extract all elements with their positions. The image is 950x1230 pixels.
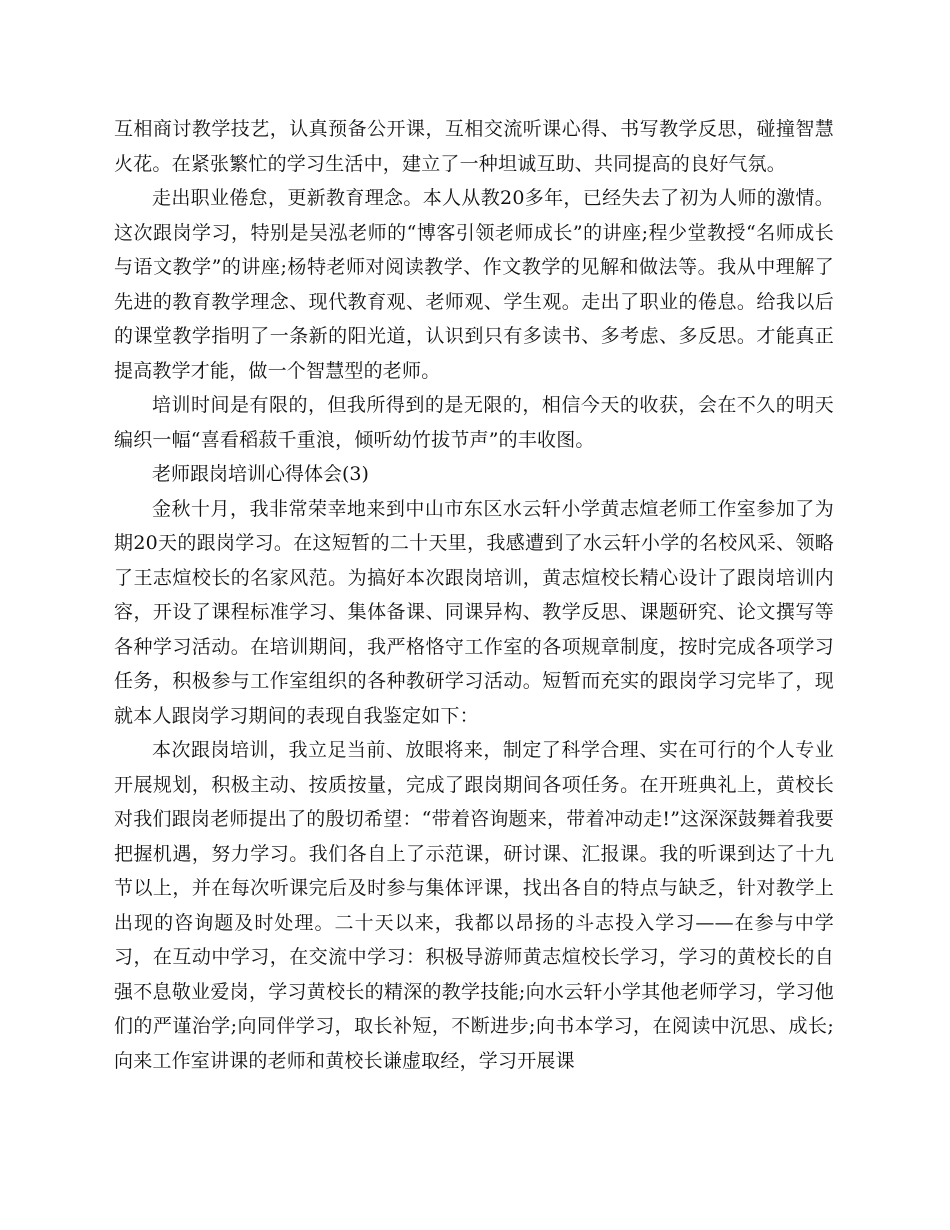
paragraph-teaching-philosophy: 走出职业倦怠，更新教育理念。本人从教20多年，已经失去了初为人师的激情。这次跟岗学习，特别是吴泓老师的“博客引领老师成长”的讲座;程少堂教授“名师成长与语文教学”的讲座;杨特老师对阅读教学、作文教学的见解和做法等。我从中理解了先进的教育教学理念、现代教育观、老师观、学生观。走出了职业的倦息。给我以后的课堂教学指明了一条新的阳光道，认识到只有多读书、多考虑、多反思。才能真正提高教学才能，做一个智慧型的老师。: [114, 187, 834, 382]
paragraph-training-harvest: 培训时间是有限的，但我所得到的是无限的，相信今天的收获，会在不久的明天编织一幅“喜看稻菽千重浪，倾听幼竹拔节声”的丰收图。: [114, 394, 834, 451]
paragraph-continuation: 互相商讨教学技艺，认真预备公开课，互相交流听课心得、书写教学反思，碰撞智慧火花。在紧张繁忙的学习生活中，建立了一种坦诚互助、共同提高的良好气氛。: [114, 118, 834, 175]
section-heading: 老师跟岗培训心得体会(3): [152, 463, 369, 485]
paragraph-training-review: 本次跟岗培训，我立足当前、放眼将来，制定了科学合理、实在可行的个人专业开展规划，积极主动、按质按量，完成了跟岗期间各项任务。在开班典礼上，黄校长对我们跟岗老师提出了的殷切希望：“带着咨询题来，带着冲动走!”这深深鼓舞着我要把握机遇，努力学习。我们各自上了示范课，研讨课、汇报课。我的听课到达了十九节以上，并在每次听课完后及时参与集体评课，找出各自的特点与缺乏，针对教学上出现的咨询题及时处理。二十天以来，我都以昂扬的斗志投入学习——在参与中学习，在互动中学习，在交流中学习：积极导游师黄志煊校长学习，学习的黄校长的自强不息敬业爱岗，学习黄校长的精深的教学技能;向水云轩小学其他老师学习，学习他们的严谨治学;向同伴学习，取长补短，不断进步;向书本学习，在阅读中沉思、成长;向来工作室讲课的老师和黄校长谦虚取经，学习开展课: [114, 739, 834, 1072]
paragraph-autumn-training: 金秋十月，我非常荣幸地来到中山市东区水云轩小学黄志煊老师工作室参加了为期20天的跟岗学习。在这短暂的二十天里，我感遭到了水云轩小学的名校风采、领略了王志煊校长的名家风范。为搞好本次跟岗培训，黄志煊校长精心设计了跟岗培训内容，开设了课程标准学习、集体备课、同课异构、教学反思、课题研究、论文撰写等各种学习活动。在培训期间，我严格恪守工作室的各项规章制度，按时完成各项学习任务，积极参与工作室组织的各种教研学习活动。短暂而充实的跟岗学习完毕了，现就本人跟岗学习期间的表现自我鉴定如下：: [114, 497, 834, 727]
document-body: [114, 112, 834, 1078]
